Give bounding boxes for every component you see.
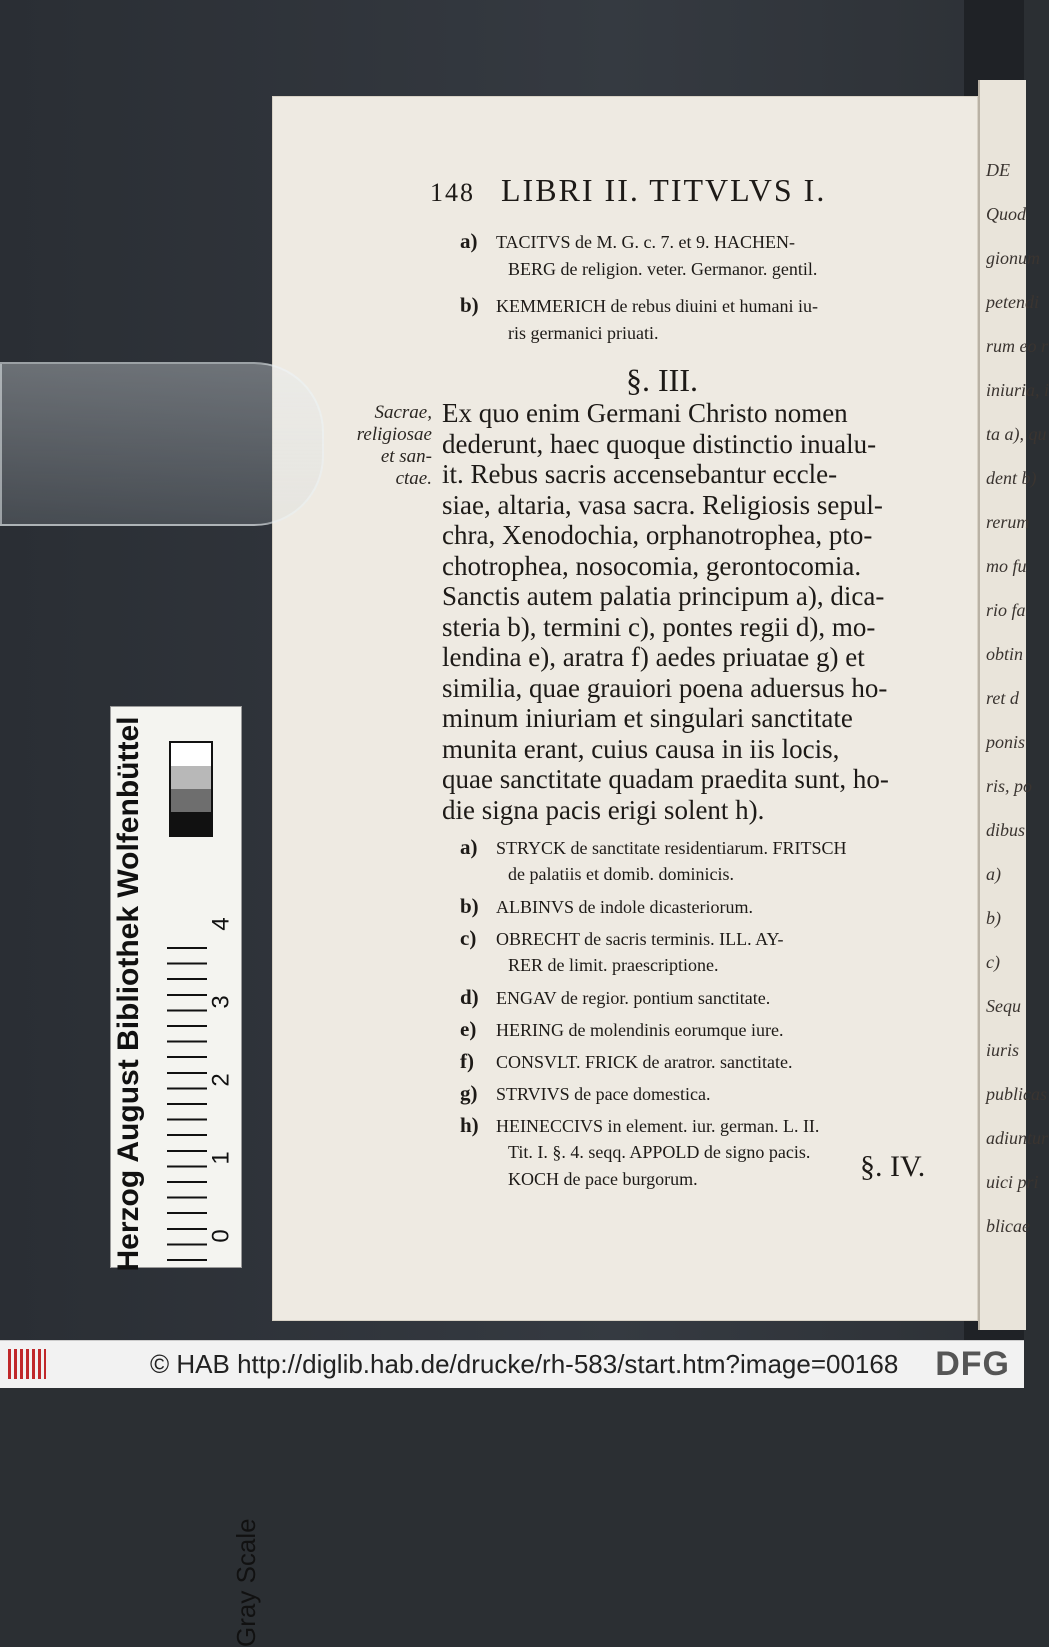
facing-page-fragment: rerum: [986, 512, 1030, 532]
footnote-line: [460, 320, 658, 346]
page-number: 148: [430, 178, 475, 207]
body-line: dederunt, haec quoque distinctio inualu-: [442, 428, 877, 459]
footnote-line: [460, 228, 795, 255]
marginal-note-line: religiosae: [356, 424, 432, 445]
scale-ruler: [110, 706, 261, 1647]
footnote-line: [460, 893, 753, 920]
ruler-number: 2: [207, 1073, 235, 1087]
gray-swatch: [171, 743, 211, 766]
footnote-text: ALBINVS de indole dicasteriorum.: [496, 897, 753, 917]
footnote-line: [460, 1080, 711, 1107]
facing-page-fragment: rio fa: [986, 600, 1026, 620]
facing-page-fragment: obtin: [986, 644, 1024, 664]
footnote-text: RER de limit. praescriptione.: [508, 955, 719, 975]
facing-page-fragment: Sequ: [986, 996, 1021, 1016]
footnote-text: BERG de religion. veter. Germanor. gentil.: [508, 259, 818, 279]
facing-page-fragment: adiuntur: [986, 1128, 1049, 1148]
body-line: lendina e), aratra f) aedes priuatae g) et: [442, 642, 865, 672]
footnote-line: [460, 1048, 792, 1075]
catchword: §. IV.: [860, 1150, 926, 1183]
ruler-title-strip: [89, 707, 149, 1272]
body-line: Sanctis autem palatia principum a), dica-: [442, 581, 885, 611]
footnote-text: STRVIVS de pace domestica.: [496, 1084, 711, 1104]
dfg-logo: DFG: [935, 1345, 1010, 1383]
ruler-number: 4: [207, 917, 235, 931]
gray-swatch: [171, 766, 211, 789]
facing-page-fragment: ponis: [986, 732, 1026, 752]
gray-swatch: [171, 789, 211, 812]
ruler-number: 0: [207, 1229, 235, 1243]
footnote-label: b): [460, 894, 479, 918]
facing-page-fragment: rum eo r: [986, 336, 1048, 356]
body-line: chra, Xenodochia, orphanotrophea, pto-: [442, 520, 873, 550]
marginal-note-line: Sacrae,: [374, 402, 432, 423]
gray-swatch: [171, 812, 211, 835]
facing-page-fragment: iuris: [986, 1040, 1020, 1060]
facing-page-fragment: b): [986, 908, 1001, 928]
footnote-line: [460, 1139, 810, 1165]
footnote-line: [460, 292, 818, 319]
footnote-text: Tit. I. §. 4. seqq. APPOLD de signo pacis.: [508, 1142, 811, 1162]
footnote-text: KOCH de pace burgorum.: [508, 1169, 698, 1189]
facing-page-fragment: ris, po: [986, 776, 1033, 796]
facing-page-fragment: gionum: [986, 248, 1040, 268]
body-line: it. Rebus sacris accensebantur eccle-: [442, 459, 838, 489]
footnote-line: [460, 925, 783, 952]
running-title: LIBRI II. TITVLVS I.: [501, 172, 827, 208]
body-line: quae sanctitate quadam praedita sunt, ho-: [442, 764, 889, 794]
body-line: minum iniuriam et singulari sanctitate: [442, 703, 853, 733]
hab-logo-icon: [8, 1349, 46, 1379]
body-line: Ex quo enim Germani Christo nomen: [442, 398, 848, 428]
footer-bar: [0, 1340, 1024, 1388]
footnote-text: OBRECHT de sacris terminis. ILL. AY-: [496, 929, 784, 949]
body-text: [442, 398, 930, 825]
footnote-line: [460, 1112, 819, 1139]
running-header: [430, 172, 826, 209]
plastic-page-clip: [0, 362, 324, 526]
footnote-label: e): [460, 1017, 477, 1041]
footnote-text: TACITVS de M. G. c. 7. et 9. HACHEN-: [496, 232, 796, 252]
ruler-ticks: [167, 947, 207, 1263]
footnote-label: d): [460, 985, 479, 1009]
facing-page-fragment: ta a), qu: [986, 424, 1047, 444]
marginal-note-line: et san-: [380, 446, 432, 467]
facing-page-fragment: uici pri: [986, 1172, 1039, 1192]
body-line: die signa pacis erigi solent h).: [442, 794, 765, 825]
facing-page-fragment: mo fu: [986, 556, 1027, 576]
body-line: chotrophea, nosocomia, gerontocomia.: [442, 550, 862, 581]
footnote-line: [460, 256, 817, 282]
footnote-label: c): [460, 926, 477, 950]
copyright-credit[interactable]: © HAB http://diglib.hab.de/drucke/rh-583/start.htm?image=00168: [150, 1349, 899, 1379]
footnote-line: [460, 834, 846, 861]
facing-page-fragment: ret d: [986, 688, 1019, 708]
ruler-number: 3: [207, 995, 235, 1009]
footnote-label: f): [460, 1049, 474, 1073]
gray-scale-label: Gray Scale: [231, 1518, 261, 1647]
facing-page-fragment: Quod: [986, 204, 1026, 224]
facing-page-fragment: blicae: [986, 1216, 1030, 1236]
body-line: siae, altaria, vasa sacra. Religiosis sepul-: [442, 489, 883, 520]
facing-page-fragment: DE: [986, 160, 1010, 180]
facing-page-fragment: publicas: [986, 1084, 1047, 1104]
marginal-note-line: ctae.: [395, 468, 432, 489]
facing-page-fragment: petendi: [986, 292, 1039, 312]
footnote-line: [460, 1016, 783, 1043]
body-line: munita erant, cuius causa in iis locis,: [442, 733, 840, 764]
footnote-label: a): [460, 229, 478, 253]
facing-page-fragment: a): [986, 864, 1001, 884]
footnote-label: h): [460, 1113, 479, 1137]
footnote-text: HERING de molendinis eorumque iure.: [496, 1020, 784, 1040]
footnote-line: [460, 861, 734, 887]
footnote-label: b): [460, 293, 479, 317]
marginal-note: [352, 402, 432, 490]
footnote-text: de palatiis et domib. dominicis.: [508, 864, 734, 884]
footnote-line: [460, 1166, 698, 1192]
footnote-text: CONSVLT. FRICK de aratror. sanctitate.: [496, 1052, 793, 1072]
facing-page-edge: [978, 80, 1049, 1330]
footnote-label: a): [460, 835, 478, 859]
facing-page-fragment: dibus: [986, 820, 1026, 840]
facing-page-fragment: iniuria, i: [986, 380, 1049, 400]
ruler-number: 1: [207, 1151, 235, 1165]
body-line: steria b), termini c), pontes regii d), mo-: [442, 611, 876, 642]
gray-scale-swatches: [169, 741, 213, 837]
footnote-line: [460, 984, 770, 1011]
body-line: similia, quae grauiori poena aduersus ho-: [442, 672, 888, 703]
facing-page-fragment: c): [986, 952, 1000, 972]
facing-page-fragment: dent b): [986, 468, 1037, 488]
footnote-label: g): [460, 1081, 478, 1105]
section-mark: §. III.: [626, 362, 698, 398]
footnote-text: ris germanici priuati.: [508, 323, 659, 343]
footnote-text: HEINECCIVS in element. iur. german. L. II.: [496, 1116, 820, 1136]
footnote-line: [460, 952, 718, 978]
footnote-text: ENGAV de regior. pontium sanctitate.: [496, 988, 771, 1008]
ruler-title: Herzog August Bibliothek Wolfenbüttel: [112, 716, 145, 1272]
footnote-text: STRYCK de sanctitate residentiarum. FRITSCH: [496, 838, 847, 858]
footnote-text: KEMMERICH de rebus diuini et humani iu-: [496, 296, 818, 316]
